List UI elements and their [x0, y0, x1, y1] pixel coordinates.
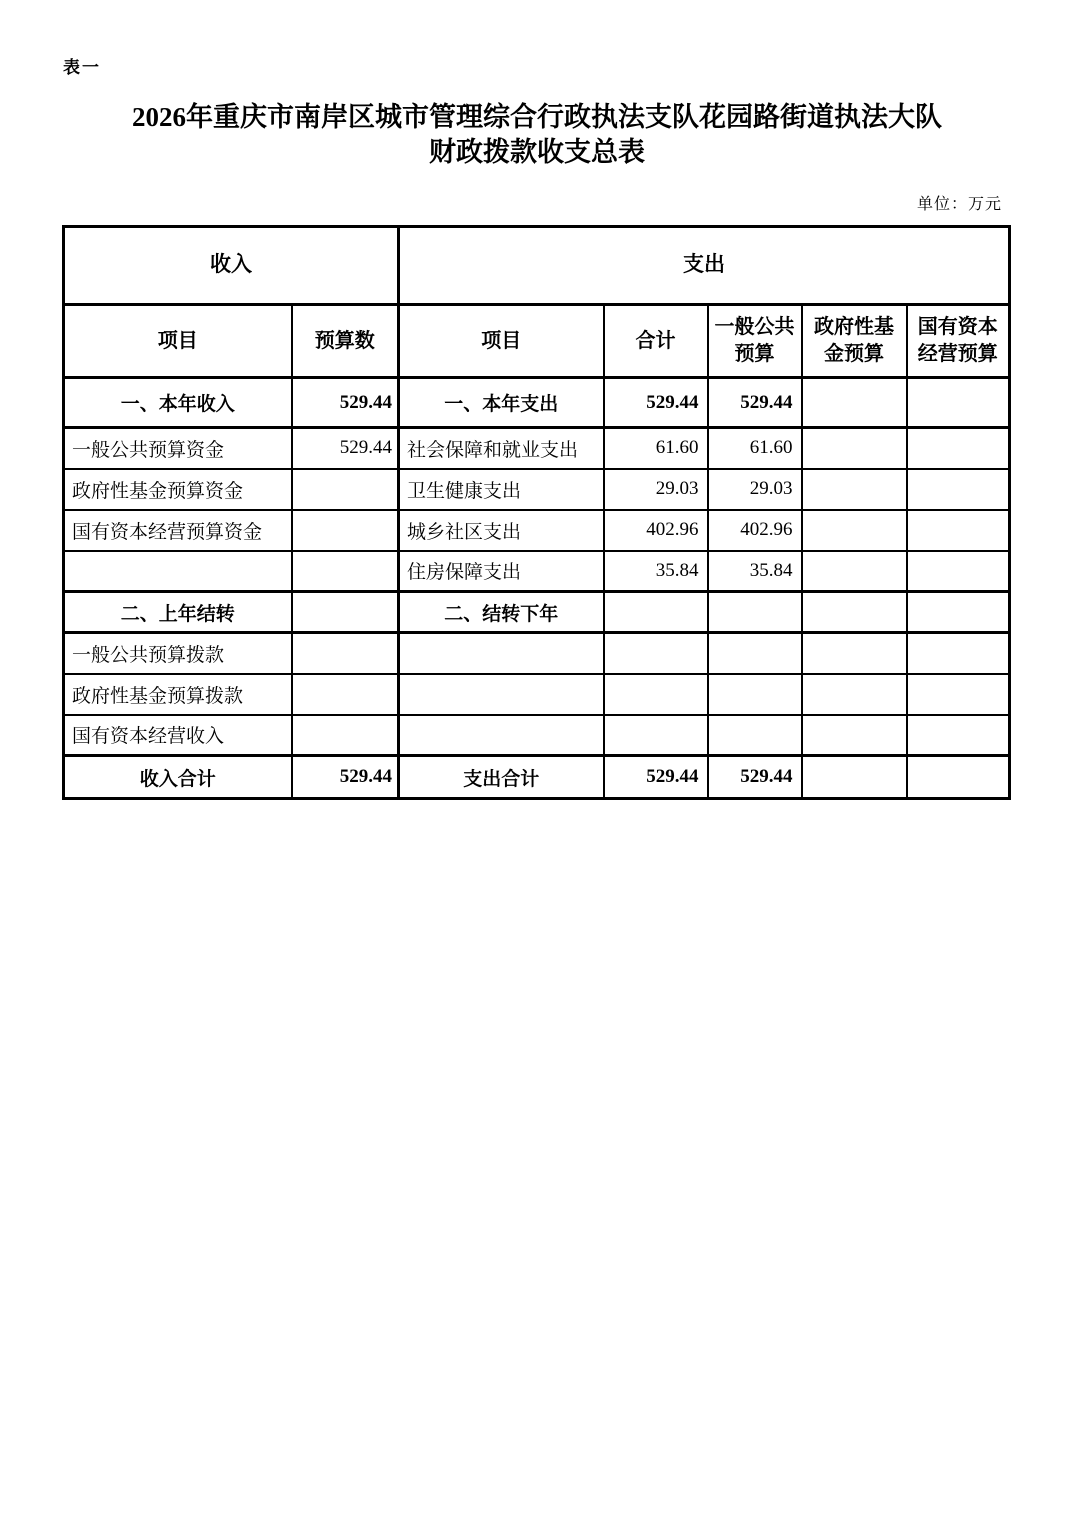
- value-cell: [907, 510, 1010, 551]
- table-label: 表一: [63, 58, 101, 77]
- column-header: 政府性基金预算: [802, 305, 907, 378]
- item-cell: 住房保障支出: [399, 551, 604, 592]
- value-cell: [604, 592, 708, 633]
- table-row: [64, 633, 1010, 674]
- value-cell: [802, 428, 907, 469]
- page-title-line1: 2026年重庆市南岸区城市管理综合行政执法支队花园路街道执法大队: [132, 102, 942, 132]
- value-cell: [604, 715, 708, 756]
- budget-table: [62, 225, 1011, 800]
- item-cell: 一般公共预算资金: [64, 428, 292, 469]
- value-cell: [907, 428, 1010, 469]
- column-header: 预算数: [292, 305, 399, 378]
- item-cell: 二、结转下年: [399, 592, 604, 633]
- value-cell: [802, 715, 907, 756]
- column-header: 项目: [64, 305, 292, 378]
- value-cell: [604, 633, 708, 674]
- table-row: [64, 428, 1010, 469]
- item-cell: [399, 674, 604, 715]
- item-cell: 支出合计: [399, 756, 604, 799]
- value-cell: [802, 674, 907, 715]
- column-header-row: [64, 305, 1010, 378]
- section-header-row: [64, 227, 1010, 305]
- expense-section-header: 支出: [399, 227, 1010, 305]
- table-header: [64, 227, 1010, 378]
- value-cell: 529.44: [708, 756, 802, 799]
- value-cell: 529.44: [604, 756, 708, 799]
- table-body: [64, 378, 1010, 799]
- value-cell: [907, 551, 1010, 592]
- value-cell: [907, 378, 1010, 428]
- column-header: 合计: [604, 305, 708, 378]
- value-cell: [907, 469, 1010, 510]
- column-header: 一般公共预算: [708, 305, 802, 378]
- value-cell: [802, 756, 907, 799]
- value-cell: [907, 592, 1010, 633]
- column-header: 项目: [399, 305, 604, 378]
- item-cell: 政府性基金预算资金: [64, 469, 292, 510]
- value-cell: [292, 633, 399, 674]
- value-cell: [292, 551, 399, 592]
- value-cell: [292, 674, 399, 715]
- value-cell: 529.44: [292, 378, 399, 428]
- value-cell: 529.44: [708, 378, 802, 428]
- value-cell: [604, 674, 708, 715]
- page-title-line2: 财政拨款收支总表: [429, 137, 645, 167]
- value-cell: 35.84: [708, 551, 802, 592]
- value-cell: [708, 592, 802, 633]
- value-cell: [907, 756, 1010, 799]
- value-cell: 35.84: [604, 551, 708, 592]
- item-cell: 二、上年结转: [64, 592, 292, 633]
- item-cell: 城乡社区支出: [399, 510, 604, 551]
- table-row: [64, 378, 1010, 428]
- item-cell: 社会保障和就业支出: [399, 428, 604, 469]
- unit-note: 单位：万元: [916, 196, 1002, 213]
- value-cell: [292, 592, 399, 633]
- value-cell: [292, 510, 399, 551]
- value-cell: 61.60: [604, 428, 708, 469]
- value-cell: [292, 715, 399, 756]
- item-cell: [64, 551, 292, 592]
- item-cell: 国有资本经营收入: [64, 715, 292, 756]
- column-header: 国有资本经营预算: [907, 305, 1010, 378]
- value-cell: 402.96: [708, 510, 802, 551]
- table-row: [64, 592, 1010, 633]
- table-row: [64, 674, 1010, 715]
- item-cell: [399, 633, 604, 674]
- value-cell: [802, 551, 907, 592]
- value-cell: 529.44: [292, 756, 399, 799]
- table-row: [64, 756, 1010, 799]
- item-cell: 卫生健康支出: [399, 469, 604, 510]
- item-cell: 一、本年收入: [64, 378, 292, 428]
- value-cell: [802, 510, 907, 551]
- table-row: [64, 469, 1010, 510]
- item-cell: 收入合计: [64, 756, 292, 799]
- value-cell: [907, 633, 1010, 674]
- item-cell: 政府性基金预算拨款: [64, 674, 292, 715]
- value-cell: [292, 469, 399, 510]
- value-cell: [708, 674, 802, 715]
- value-cell: [802, 633, 907, 674]
- item-cell: 一、本年支出: [399, 378, 604, 428]
- value-cell: [708, 633, 802, 674]
- value-cell: [802, 592, 907, 633]
- table-row: [64, 715, 1010, 756]
- item-cell: [399, 715, 604, 756]
- table-row: [64, 510, 1010, 551]
- income-section-header: 收入: [64, 227, 399, 305]
- value-cell: 402.96: [604, 510, 708, 551]
- page-title: [0, 100, 1074, 170]
- value-cell: [802, 378, 907, 428]
- value-cell: 29.03: [708, 469, 802, 510]
- value-cell: 529.44: [604, 378, 708, 428]
- item-cell: 一般公共预算拨款: [64, 633, 292, 674]
- value-cell: [708, 715, 802, 756]
- item-cell: 国有资本经营预算资金: [64, 510, 292, 551]
- table-row: [64, 551, 1010, 592]
- value-cell: [802, 469, 907, 510]
- value-cell: 529.44: [292, 428, 399, 469]
- value-cell: [907, 674, 1010, 715]
- value-cell: 61.60: [708, 428, 802, 469]
- value-cell: 29.03: [604, 469, 708, 510]
- value-cell: [907, 715, 1010, 756]
